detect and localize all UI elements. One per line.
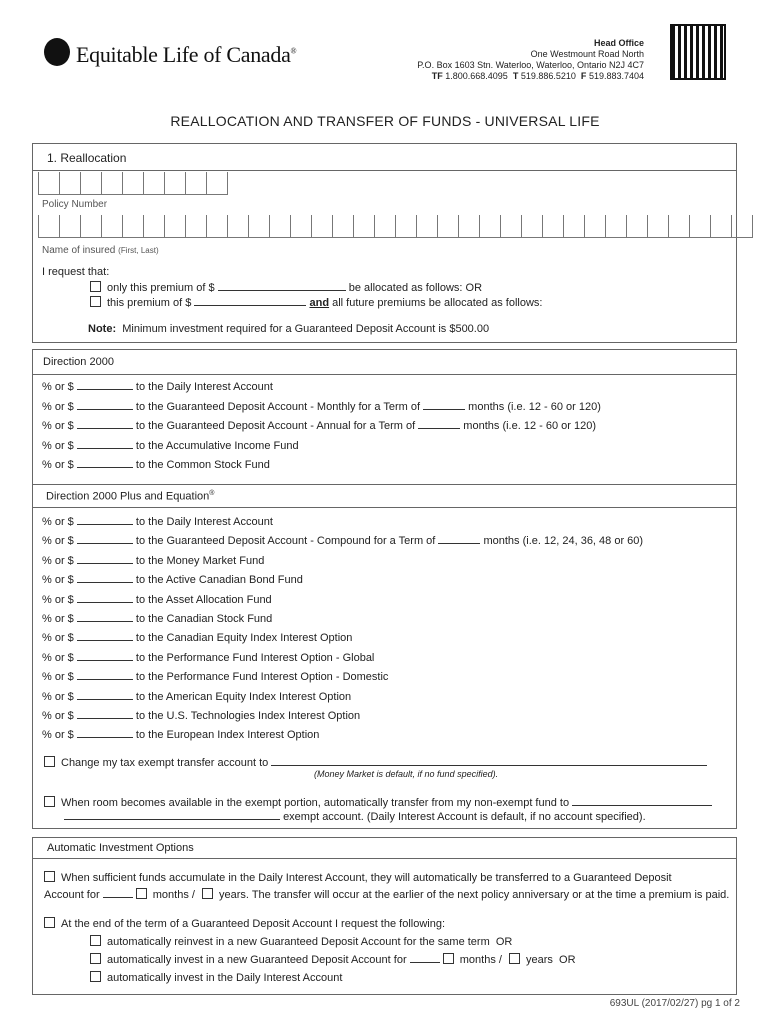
reinvest-same-term-option: automatically reinvest in a new Guaranteed Deposit Account for the same term OR	[90, 935, 512, 948]
option-future-premiums-checkbox[interactable]	[90, 296, 101, 307]
fund-name: to the Performance Fund Interest Option - Global	[135, 651, 375, 664]
company-logo-icon	[44, 38, 70, 66]
request-label: I request that:	[42, 266, 110, 278]
exempt-room-option: When room becomes available in the exempt portion, automatically transfer from my non-exempt fund to	[44, 796, 712, 809]
percent-or-dollar-label: % or $	[42, 632, 74, 645]
allocation-row	[42, 709, 360, 722]
term-field[interactable]	[423, 400, 465, 410]
premium-amount-1[interactable]	[218, 281, 346, 291]
reallocation-heading: 1. Reallocation	[33, 144, 736, 171]
reinvest-same-term-checkbox[interactable]	[90, 935, 101, 946]
fund-name: to the Money Market Fund	[135, 554, 265, 567]
allocation-amount-field[interactable]	[77, 593, 133, 603]
percent-or-dollar-label: % or $	[42, 593, 74, 606]
term-unit: months	[468, 400, 505, 413]
tax-exempt-option: Change my tax exempt transfer account to	[44, 756, 707, 769]
company-name: Equitable Life of Canada®	[76, 42, 297, 67]
term-unit: months	[463, 420, 500, 432]
tax-exempt-fund-field[interactable]	[271, 756, 707, 766]
exempt-room-line2: exempt account. (Daily Interest Account is default, if no account specified).	[64, 810, 646, 823]
end-of-term-option: At the end of the term of a Guaranteed Deposit Account I request the following:	[44, 917, 445, 930]
allocation-amount-field[interactable]	[77, 534, 133, 544]
term-hint: (i.e. 12 - 60 or 120)	[502, 420, 596, 432]
end-of-term-checkbox[interactable]	[44, 917, 55, 928]
allocation-amount-field[interactable]	[77, 651, 133, 661]
allocation-amount-field[interactable]	[77, 515, 133, 525]
option-future-premiums: this premium of $ and all future premiums be allocated as follows:	[90, 296, 542, 309]
percent-or-dollar-label: % or $	[42, 574, 74, 587]
new-term-field[interactable]	[410, 953, 440, 963]
fund-name: to the American Equity Index Interest Option	[135, 690, 352, 703]
auto-transfer-months-checkbox[interactable]	[136, 888, 147, 899]
invest-daily-interest-option: automatically invest in the Daily Interest Account	[90, 971, 342, 984]
fund-name: to the Accumulative Income Fund	[135, 439, 299, 452]
fund-name: to the Asset Allocation Fund	[135, 593, 272, 606]
direction-2000-plus-heading: Direction 2000 Plus and Equation®	[46, 490, 215, 503]
fund-name: to the Canadian Equity Index Interest Option	[135, 632, 353, 645]
fund-name: to the Daily Interest Account	[135, 516, 273, 528]
allocation-amount-field[interactable]	[77, 728, 133, 738]
allocation-row	[42, 400, 601, 413]
fund-name: to the Guaranteed Deposit Account - Compound for a Term of	[135, 535, 436, 548]
exempt-account-field[interactable]	[64, 810, 280, 820]
auto-transfer-checkbox[interactable]	[44, 871, 55, 882]
allocation-amount-field[interactable]	[77, 670, 133, 680]
percent-or-dollar-label: % or $	[42, 651, 74, 664]
allocation-row	[42, 458, 270, 471]
allocation-row	[42, 380, 273, 393]
option-this-premium-checkbox[interactable]	[90, 281, 101, 292]
allocation-amount-field[interactable]	[77, 690, 133, 700]
option-this-premium: only this premium of $ be allocated as follows: OR	[90, 281, 482, 294]
term-hint: (i.e. 12 - 60 or 120)	[507, 400, 601, 413]
auto-transfer-term-field[interactable]	[103, 888, 133, 898]
fund-name: to the Canadian Stock Fund	[135, 613, 273, 625]
auto-transfer-years-checkbox[interactable]	[202, 888, 213, 899]
form-footer: 693UL (2017/02/27) pg 1 of 2	[609, 998, 740, 1009]
policy-number-field[interactable]	[38, 172, 228, 195]
term-unit: months	[483, 535, 520, 548]
premium-amount-2[interactable]	[194, 296, 306, 306]
percent-or-dollar-label: % or $	[42, 690, 74, 703]
allocation-row	[42, 573, 303, 586]
allocation-row	[42, 515, 273, 528]
allocation-row	[42, 612, 272, 625]
tax-exempt-hint: (Money Market is default, if no fund specified).	[314, 769, 499, 779]
allocation-amount-field[interactable]	[77, 631, 133, 641]
percent-or-dollar-label: % or $	[42, 400, 74, 413]
percent-or-dollar-label: % or $	[42, 671, 74, 684]
insured-name-field[interactable]	[38, 215, 753, 238]
minimum-investment-note: Note: Minimum investment required for a Guaranteed Deposit Account is $500.00	[88, 323, 490, 335]
percent-or-dollar-label: % or $	[42, 613, 74, 625]
invest-daily-interest-checkbox[interactable]	[90, 971, 101, 982]
allocation-row	[42, 690, 351, 703]
allocation-row	[42, 593, 272, 606]
allocation-row	[42, 670, 388, 683]
fund-name: to the Daily Interest Account	[135, 381, 273, 393]
policy-number-label: Policy Number	[42, 199, 108, 210]
fund-name: to the Guaranteed Deposit Account - Monthly for a Term of	[135, 400, 421, 413]
fund-name: to the Performance Fund Interest Option - Domestic	[135, 671, 389, 684]
percent-or-dollar-label: % or $	[42, 459, 74, 471]
allocation-row	[42, 651, 374, 664]
allocation-amount-field[interactable]	[77, 419, 133, 429]
allocation-amount-field[interactable]	[77, 709, 133, 719]
term-field[interactable]	[438, 534, 480, 544]
direction-2000-plus-bar	[32, 484, 737, 508]
allocation-row	[42, 439, 299, 452]
fund-name: to the U.S. Technologies Index Interest Option	[135, 710, 361, 722]
fund-name: to the Active Canadian Bond Fund	[135, 574, 303, 587]
non-exempt-fund-field[interactable]	[572, 796, 712, 806]
fund-name: to the Common Stock Fund	[135, 459, 270, 471]
percent-or-dollar-label: % or $	[42, 535, 74, 548]
allocation-amount-field[interactable]	[77, 400, 133, 410]
automatic-investment-heading: Automatic Investment Options	[33, 838, 736, 859]
form-title: REALLOCATION AND TRANSFER OF FUNDS - UNIVERSAL LIFE	[170, 113, 600, 129]
allocation-amount-field[interactable]	[77, 573, 133, 583]
tax-exempt-checkbox[interactable]	[44, 756, 55, 767]
auto-transfer-option: When sufficient funds accumulate in the Daily Interest Account, they will automatically be transferred to a Guaranteed Deposit	[44, 871, 672, 884]
term-field[interactable]	[418, 419, 460, 429]
percent-or-dollar-label: % or $	[42, 554, 74, 567]
allocation-amount-field[interactable]	[77, 380, 133, 390]
percent-or-dollar-label: % or $	[42, 439, 74, 452]
percent-or-dollar-label: % or $	[42, 381, 74, 393]
allocation-row	[42, 554, 264, 567]
term-hint: (i.e. 12, 24, 36, 48 or 60)	[522, 535, 644, 548]
exempt-room-checkbox[interactable]	[44, 796, 55, 807]
invest-new-term-checkbox[interactable]	[90, 953, 101, 964]
allocation-amount-field[interactable]	[77, 612, 133, 622]
percent-or-dollar-label: % or $	[42, 516, 74, 528]
new-term-years-checkbox[interactable]	[509, 953, 520, 964]
fund-name: to the Guaranteed Deposit Account - Annual for a Term of	[135, 420, 416, 432]
percent-or-dollar-label: % or $	[42, 420, 74, 432]
percent-or-dollar-label: % or $	[42, 710, 74, 722]
direction-2000-heading: Direction 2000	[33, 350, 736, 375]
allocation-amount-field[interactable]	[77, 458, 133, 468]
auto-transfer-line2: Account for months / years. The transfer will occur at the earlier of the next policy anniversary or at the time a premium is paid.	[44, 889, 730, 901]
allocation-amount-field[interactable]	[77, 554, 133, 564]
allocation-row	[42, 728, 319, 741]
insured-name-label: Name of insured (First, Last)	[42, 245, 159, 256]
fund-name: to the European Index Interest Option	[135, 729, 320, 742]
new-term-months-checkbox[interactable]	[443, 953, 454, 964]
percent-or-dollar-label: % or $	[42, 729, 74, 742]
allocation-amount-field[interactable]	[77, 439, 133, 449]
allocation-row	[42, 534, 643, 547]
barcode-icon	[670, 24, 726, 80]
allocation-row	[42, 631, 352, 644]
head-office-address: Head Office One Westmount Road North P.O. Box 1603 Stn. Waterloo, Waterloo, Ontario N2J 4C7 TF 1.800.668.4095 T 519.886.5210 F 519.883.7404	[417, 38, 644, 81]
invest-new-term-option: automatically invest in a new Guaranteed Deposit Account for months / years OR	[90, 953, 576, 966]
allocation-row	[42, 419, 596, 432]
